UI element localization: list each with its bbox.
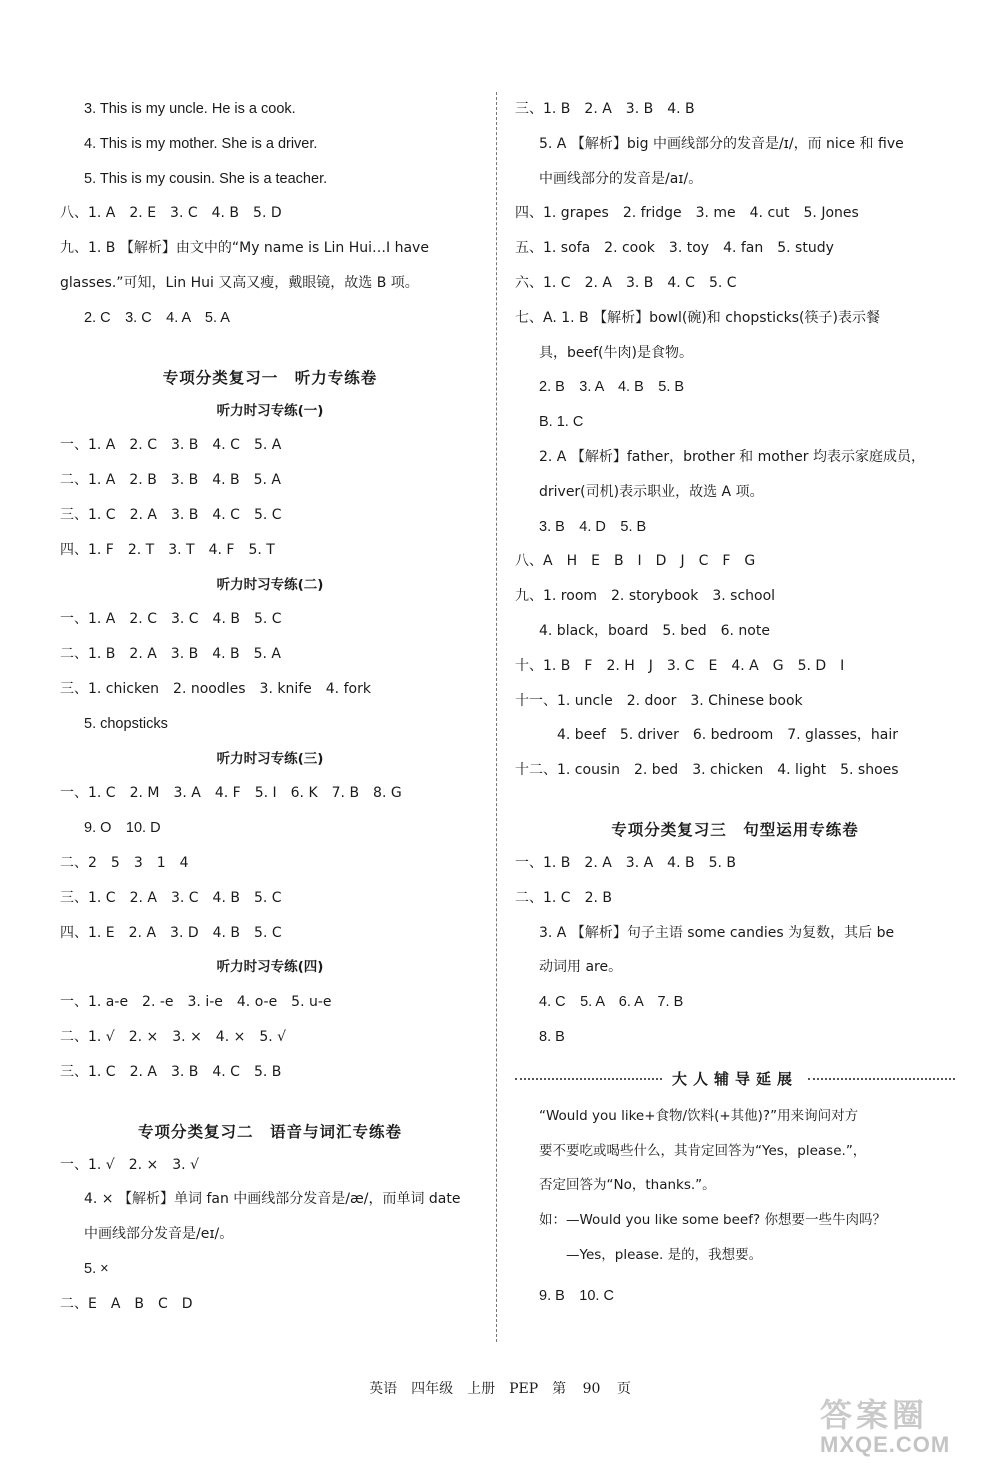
left-column <box>60 92 480 1322</box>
answer-line: 三、1. C 2. A 3. C 4. B 5. C <box>60 889 282 906</box>
answer-line: 5. chopsticks <box>84 715 168 732</box>
answer-line: 四、1. grapes 2. fridge 3. me 4. cut 5. Jones <box>515 205 859 222</box>
answer-line: 5. × <box>84 1260 109 1277</box>
answer-line: glasses.”可知，Lin Hui 又高又瘦，戴眼镜，故选 B 项。 <box>60 274 419 291</box>
answer-line: 中画线部分发音是/eɪ/。 <box>84 1226 234 1243</box>
answer-line: 十二、1. cousin 2. bed 3. chicken 4. light 5. shoes <box>515 762 899 779</box>
guide-line: “Would you like+食物/饮料(+其他)?”用来询问对方 <box>539 1107 859 1124</box>
answer-line: 5. This is my cousin. She is a teacher. <box>84 170 328 187</box>
guide-line: 否定回答为“No，thanks.”。 <box>539 1177 716 1194</box>
answer-line: 2. A 【解析】father，brother 和 mother 均表示家庭成员， <box>539 448 925 465</box>
answer-line: 4. beef 5. driver 6. bedroom 7. glasses，hair <box>557 727 899 744</box>
adult-guide-title <box>515 1059 955 1099</box>
answer-line: 三、1. chicken 2. noodles 3. knife 4. fork <box>60 680 371 697</box>
dotted-rule <box>515 1078 662 1080</box>
subsection-title: 听力时习专练(三) <box>216 750 324 767</box>
answer-line: 二、1. A 2. B 3. B 4. B 5. A <box>60 472 282 489</box>
page-footer: 英语 四年级 上册 PEP 第 90 页 <box>369 1381 631 1397</box>
answer-line: 五、1. sofa 2. cook 3. toy 4. fan 5. study <box>515 240 834 257</box>
answer-line: 一、1. A 2. C 3. C 4. B 5. C <box>60 611 282 628</box>
dotted-rule <box>808 1078 955 1080</box>
answer-line: 一、1. a-e 2. -e 3. i-e 4. o-e 5. u-e <box>60 994 332 1011</box>
answer-line: 一、1. √ 2. × 3. √ <box>60 1156 199 1173</box>
section-title: 专项分类复习三 句型运用专练卷 <box>611 820 859 839</box>
answer-line: 二、1. √ 2. × 3. × 4. × 5. √ <box>60 1028 287 1045</box>
section-title: 专项分类复习二 语音与词汇专练卷 <box>137 1122 402 1141</box>
column-divider <box>496 92 497 1342</box>
answer-line: 九、1. room 2. storybook 3. school <box>515 588 776 605</box>
answer-line: 4. × 【解析】单词 fan 中画线部分发音是/æ/，而单词 date <box>84 1191 461 1208</box>
subsection-title: 听力时习专练(四) <box>216 959 324 976</box>
answer-line: 4. black，board 5. bed 6. note <box>539 622 770 639</box>
guide-line: 如：—Would you like some beef? 你想要一些牛肉吗？ <box>539 1212 886 1229</box>
answer-line: 二、E A B C D <box>60 1295 193 1312</box>
answer-line: 六、1. C 2. A 3. B 4. C 5. C <box>515 274 737 291</box>
answer-line: driver(司机)表示职业，故选 A 项。 <box>539 483 764 500</box>
answer-line: 一、1. A 2. C 3. B 4. C 5. A <box>60 437 282 454</box>
answer-line: 3. This is my uncle. He is a cook. <box>84 101 296 117</box>
answer-line: 3. A 【解析】句子主语 some candies 为复数，其后 be <box>539 924 895 941</box>
answer-line: 九、1. B 【解析】由文中的“My name is Lin Hui…I have <box>60 240 429 257</box>
answer-line: 动词用 are。 <box>539 959 623 976</box>
answer-line: 二、1. B 2. A 3. B 4. B 5. A <box>60 646 282 663</box>
answer-line: 七、A. 1. B 【解析】bowl(碗)和 chopsticks(筷子)表示餐 <box>515 309 880 326</box>
watermark-logo <box>780 1390 995 1460</box>
answer-line: 9. B 10. C <box>539 1287 614 1304</box>
answer-line: 8. B <box>539 1028 565 1045</box>
right-column <box>515 92 955 1314</box>
answer-line: 4. C 5. A 6. A 7. B <box>539 994 684 1011</box>
answer-line: 一、1. B 2. A 3. A 4. B 5. B <box>515 854 737 871</box>
adult-guide-title-text: 大人辅导延展 <box>672 1070 799 1089</box>
answer-line: 八、1. A 2. E 3. C 4. B 5. D <box>60 205 282 222</box>
answer-line: 3. B 4. D 5. B <box>539 518 647 535</box>
answer-line: 十一、1. uncle 2. door 3. Chinese book <box>515 692 803 709</box>
watermark-url: MXQE.COM <box>820 1432 951 1457</box>
subsection-title: 听力时习专练(二) <box>216 576 324 593</box>
answer-line: B. 1. C <box>539 414 584 431</box>
answer-line: 一、1. C 2. M 3. A 4. F 5. I 6. K 7. B 8. G <box>60 785 402 802</box>
answer-line: 4. This is my mother. She is a driver. <box>84 135 318 152</box>
answer-line: 具，beef(牛肉)是食物。 <box>539 344 693 361</box>
answer-line: 十、1. B F 2. H J 3. C E 4. A G 5. D I <box>515 657 845 674</box>
answer-line: 2. B 3. A 4. B 5. B <box>539 379 685 396</box>
answer-line: 9. O 10. D <box>84 820 161 837</box>
answer-line: 二、1. C 2. B <box>515 889 612 906</box>
answer-line: 四、1. E 2. A 3. D 4. B 5. C <box>60 924 282 941</box>
watermark-text: 答案圈 <box>820 1396 929 1434</box>
answer-line: 5. A 【解析】big 中画线部分的发音是/ɪ/，而 nice 和 five <box>539 135 904 152</box>
answer-line: 二、2 5 3 1 4 <box>60 854 189 871</box>
answer-line: 三、1. C 2. A 3. B 4. C 5. C <box>60 506 282 523</box>
answer-line: 八、A H E B I D J C F G <box>515 553 756 570</box>
guide-line: —Yes，please. 是的，我想要。 <box>539 1246 763 1263</box>
answer-line: 三、1. B 2. A 3. B 4. B <box>515 101 695 117</box>
subsection-title: 听力时习专练(一) <box>216 402 324 419</box>
answer-line: 中画线部分的发音是/aɪ/。 <box>539 170 703 187</box>
answer-line: 三、1. C 2. A 3. B 4. C 5. B <box>60 1063 282 1080</box>
answer-line: 2. C 3. C 4. A 5. A <box>84 309 230 326</box>
section-title: 专项分类复习一 听力专练卷 <box>162 368 378 387</box>
guide-line: 要不要吃或喝些什么，其肯定回答为“Yes，please.”， <box>539 1142 867 1159</box>
answer-line: 四、1. F 2. T 3. T 4. F 5. T <box>60 541 275 558</box>
